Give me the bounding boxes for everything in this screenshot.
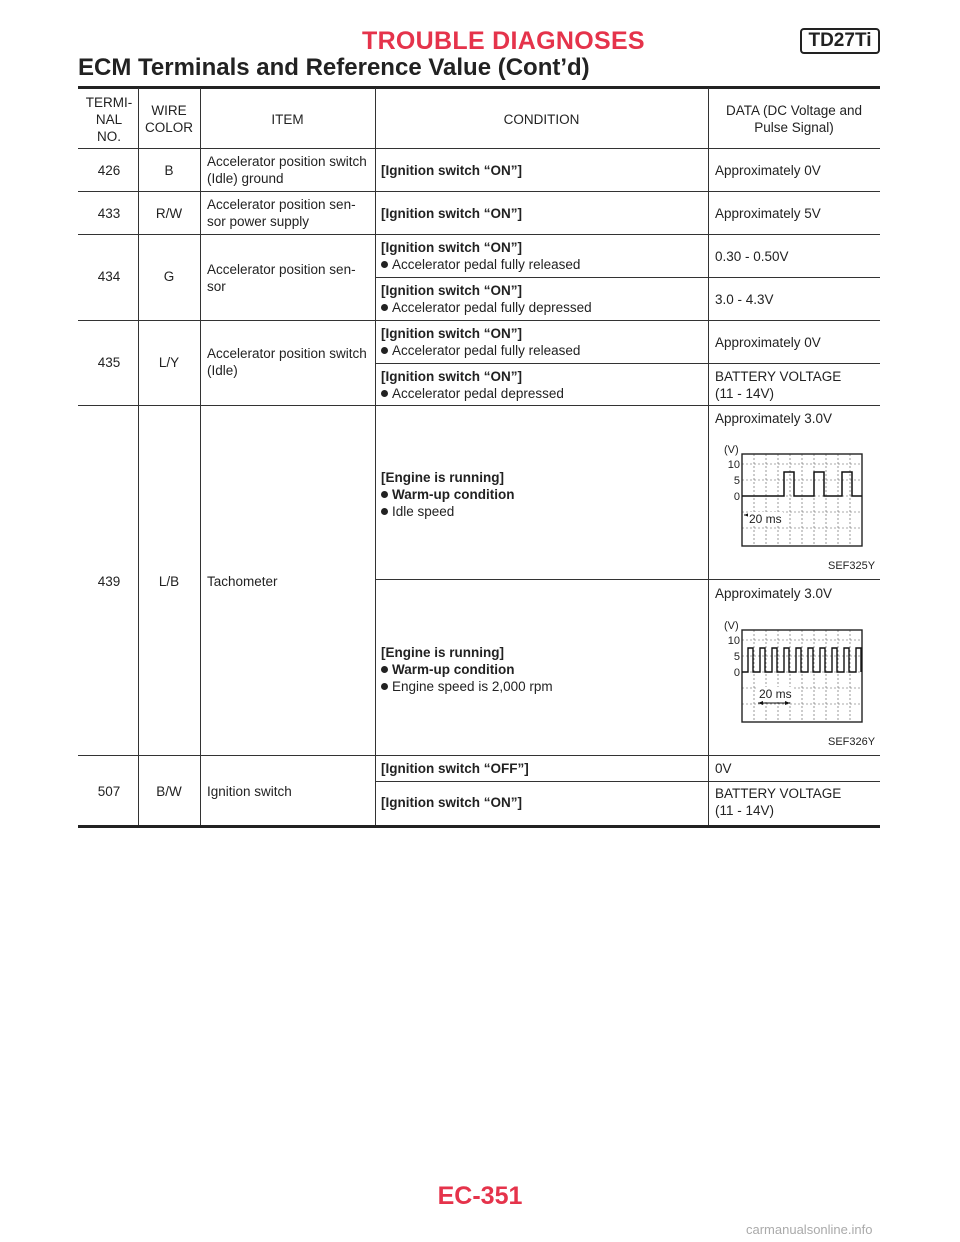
wire-color: L/B (158, 574, 180, 589)
scope-grid-1 (718, 442, 878, 572)
condition-text: [Ignition switch “OFF”] (381, 761, 529, 776)
condition-text: [Ignition switch “ON”] (381, 369, 522, 384)
row-divider (78, 755, 880, 756)
scope-tick: 10 (727, 459, 740, 471)
oscilloscope-waveform-idle (718, 442, 878, 572)
data-value: 0.30 - 0.50V (715, 249, 789, 264)
terminal-number: 433 (97, 206, 121, 221)
wire-color: B/W (156, 784, 182, 799)
scope-timebase: 20 ms (759, 687, 792, 701)
condition-bullet (381, 342, 580, 359)
condition-text: [Ignition switch “ON”] (381, 326, 522, 341)
row-divider (375, 277, 880, 278)
condition-text: [Ignition switch “ON”] (381, 795, 522, 810)
column-divider (375, 88, 376, 826)
bullet-icon (381, 304, 388, 311)
condition-text: [Ignition switch “ON”] (381, 283, 522, 298)
scope-tick: 10 (727, 635, 740, 647)
table-bottom-rule (78, 825, 880, 828)
wire-color: G (163, 269, 175, 284)
page-subtitle: ECM Terminals and Reference Value (Cont’d) (78, 54, 590, 81)
bullet-text: Accelerator pedal fully released (392, 257, 581, 272)
item-name: Tachometer (207, 574, 278, 589)
scope-tick: 5 (733, 475, 740, 487)
bullet-icon (381, 491, 388, 498)
data-value: Approximately 0V (715, 163, 821, 178)
column-divider (138, 88, 139, 826)
bullet-icon (381, 666, 388, 673)
data-value: 0V (715, 761, 732, 776)
col-header-condition: CONDITION (503, 112, 580, 127)
figure-ref: SEF326Y (828, 736, 876, 748)
page-section-title: TROUBLE DIAGNOSES (362, 27, 645, 55)
scope-grid-2 (718, 618, 878, 748)
row-divider (375, 579, 880, 580)
bullet-icon (381, 683, 388, 690)
scope-unit: (V) (724, 620, 739, 632)
row-divider (78, 191, 880, 192)
condition-text: [Ignition switch “ON”] (381, 163, 522, 178)
bullet-icon (381, 508, 388, 515)
scope-tick: 5 (733, 651, 740, 663)
bullet-icon (381, 390, 388, 397)
scope-timebase: 20 ms (749, 512, 782, 526)
bullet-text: Engine speed is 2,000 rpm (392, 679, 553, 694)
condition-text: [Ignition switch “ON”] (381, 206, 522, 221)
row-divider (78, 234, 880, 235)
data-value: Approximately 5V (715, 206, 821, 221)
row-divider (78, 320, 880, 321)
data-value: 3.0 - 4.3V (715, 292, 774, 307)
col-header-item: ITEM (271, 112, 304, 127)
column-divider (200, 88, 201, 826)
bullet-icon (381, 347, 388, 354)
row-divider (375, 781, 880, 782)
wire-color: B (164, 163, 174, 178)
item-name: Accelerator position sen- sor power supply (207, 197, 356, 229)
condition-bullet (381, 486, 514, 503)
terminal-number: 507 (97, 784, 121, 799)
bullet-icon (381, 261, 388, 268)
condition-bullet (381, 299, 592, 316)
condition-text: [Engine is running] (381, 470, 504, 485)
condition-bullet (381, 678, 553, 695)
condition-bullet (381, 503, 454, 520)
engine-model-badge: TD27Ti (800, 28, 880, 54)
scope-tick: 0 (733, 491, 740, 503)
watermark: carmanualsonline.info (746, 1222, 873, 1237)
data-value: Approximately 3.0V (715, 586, 833, 601)
header-rule (78, 86, 880, 89)
column-divider (708, 88, 709, 826)
figure-ref: SEF325Y (828, 560, 876, 572)
row-divider (78, 405, 880, 406)
bullet-text: Accelerator pedal fully depressed (392, 300, 592, 315)
condition-text: [Ignition switch “ON”] (381, 240, 522, 255)
bullet-text: Accelerator pedal depressed (392, 386, 564, 401)
data-value: BATTERY VOLTAGE (11 - 14V) (715, 786, 842, 818)
wire-color: L/Y (158, 355, 180, 370)
terminal-number: 434 (97, 269, 121, 284)
condition-text: [Engine is running] (381, 645, 504, 660)
data-value: Approximately 0V (715, 335, 821, 350)
terminal-number: 435 (97, 355, 121, 370)
scope-tick: 0 (733, 667, 740, 679)
terminal-number: 439 (97, 574, 121, 589)
item-name: Ignition switch (207, 784, 292, 799)
wire-color: R/W (155, 206, 183, 221)
condition-bullet (381, 256, 580, 273)
item-name: Accelerator position switch (Idle) ground (207, 154, 367, 186)
pulse-trace (742, 648, 861, 672)
oscilloscope-waveform-2000rpm (718, 618, 878, 748)
row-divider (375, 363, 880, 364)
col-header-wire-color: WIRE COLOR (144, 103, 193, 135)
bullet-text: Accelerator pedal fully released (392, 343, 581, 358)
data-value: BATTERY VOLTAGE (11 - 14V) (715, 369, 842, 401)
col-header-data: DATA (DC Voltage and Pulse Signal) (725, 103, 863, 135)
data-value: Approximately 3.0V (715, 411, 833, 426)
bullet-text: Warm-up condition (392, 487, 515, 502)
terminal-number: 426 (97, 163, 121, 178)
row-divider (78, 148, 880, 149)
item-name: Accelerator position switch (Idle) (207, 346, 367, 378)
condition-bullet (381, 385, 564, 402)
bullet-text: Idle speed (392, 504, 455, 519)
col-header-terminal: TERMI- NAL NO. (85, 95, 133, 144)
item-name: Accelerator position sen- sor (207, 262, 356, 294)
condition-bullet (381, 661, 514, 678)
page-number: EC-351 (437, 1182, 523, 1210)
scope-unit: (V) (724, 444, 739, 456)
bullet-text: Warm-up condition (392, 662, 515, 677)
